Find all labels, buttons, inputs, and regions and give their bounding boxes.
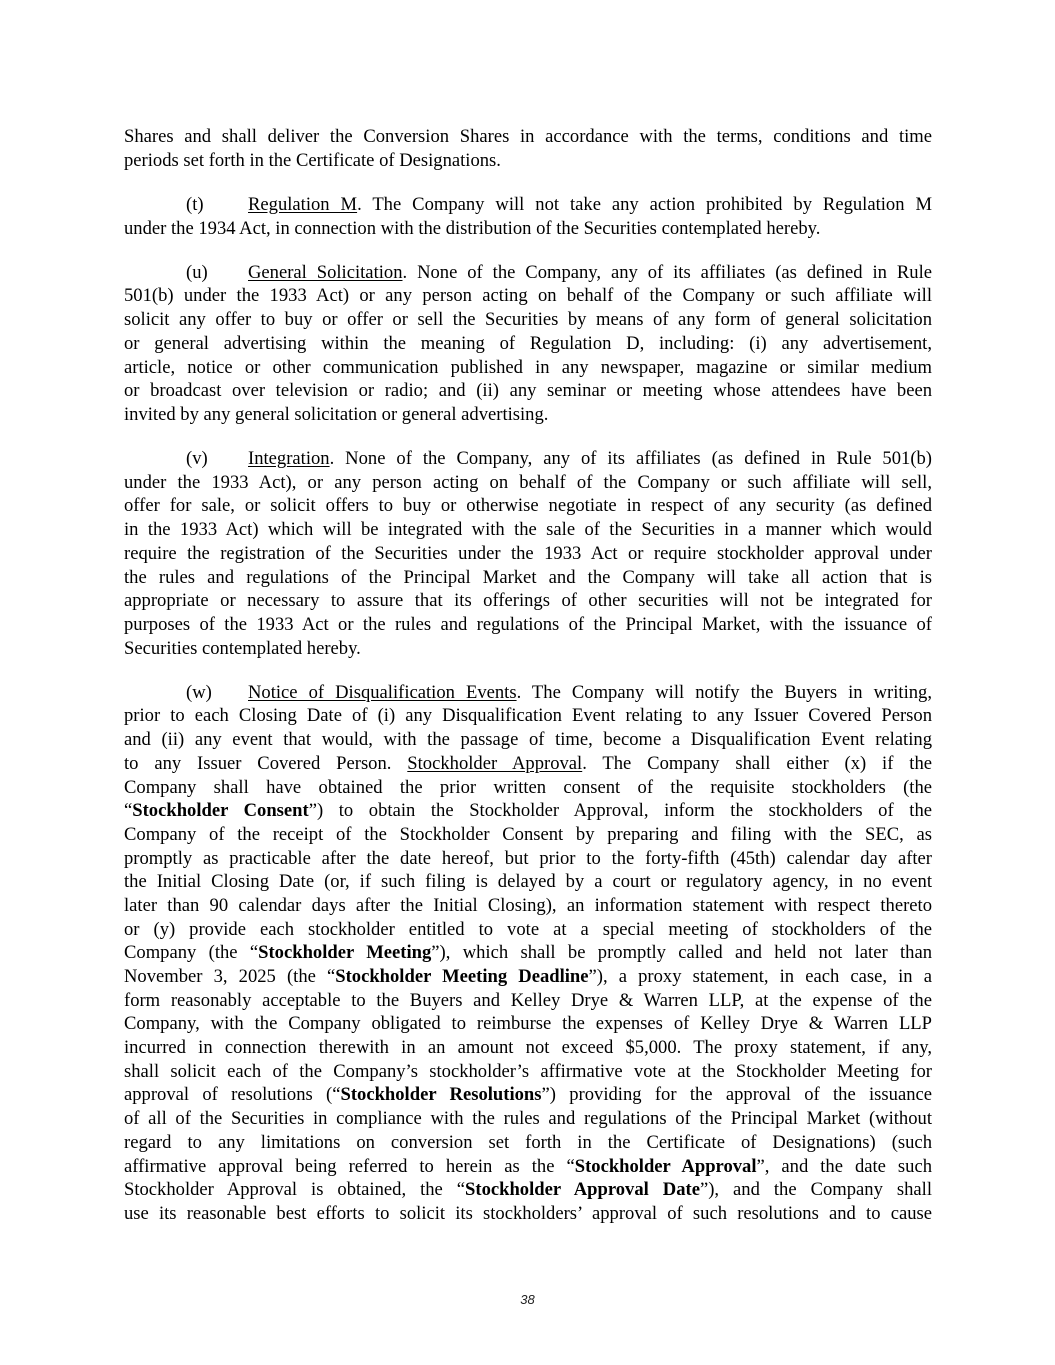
text-line: regard to any limitations on conversion set forth in the Certificate of Designations) (such (124, 1131, 932, 1153)
defined-term: Stockholder Resolutions (340, 1084, 542, 1106)
text-line: Shares and shall deliver the Conversion Shares in accordance with the terms, conditions and time (124, 126, 932, 147)
text-run: Stockholder Approval is obtained, the “ (124, 1179, 466, 1201)
text-line (124, 799, 932, 823)
text-line: invited by any general solicitation or general advertising. (124, 403, 549, 425)
text-line: or general advertising within the meaning of Regulation D, including: (i) any advertisement, (124, 332, 932, 354)
text-line: Company, with the Company obligated to reimburse the expenses of Kelley Drye & Warren LLP (124, 1013, 932, 1035)
text-line: promptly as practicable after the date hereof, but prior to the forty-fifth (45th) calendar day after (124, 847, 932, 869)
text-line: of all of the Securities in compliance with the rules and regulations of the Principal Market (without (124, 1108, 932, 1130)
text-line: Company of the receipt of the Stockholder Consent by preparing and filing with the SEC, as (124, 823, 932, 845)
text-run: . The Company shall either (x) if the (582, 752, 932, 774)
text-line: the Initial Closing Date (or, if such filing is delayed by a court or regulatory agency, in no event (124, 871, 932, 893)
text-line: form reasonably acceptable to the Buyers and Kelley Drye & Warren LLP, at the expense of the (124, 989, 932, 1011)
text-run: ”) providing for the approval of the issuance (541, 1084, 932, 1106)
text-run: . The Company will notify the Buyers in writing, (516, 681, 932, 703)
defined-term: Stockholder Consent (132, 800, 309, 822)
text-line: or (y) provide each stockholder entitled to vote at a special meeting of stockholders of the (124, 918, 932, 940)
text-line: and (ii) any event that would, with the passage of time, become a Disqualification Event relating (124, 729, 932, 751)
text-line (124, 752, 932, 776)
text-line: periods set forth in the Certificate of Designations. (124, 149, 501, 171)
text-run: to any Issuer Covered Person. (124, 752, 408, 774)
defined-term: Stockholder Meeting Deadline (335, 966, 589, 987)
text-run: ”, and the date such (756, 1155, 932, 1177)
section-label: (t) (186, 193, 204, 215)
text-line: use its reasonable best efforts to solicit its stockholders’ approval of such resolutions and to cause (124, 1202, 932, 1224)
text-run: . The Company will not take any action prohibited by Regulation M (357, 193, 932, 215)
section-label: (u) (186, 261, 208, 283)
subsection-heading-stockholder-approval: Stockholder Approval (407, 752, 583, 774)
defined-term: Stockholder Approval (574, 1155, 757, 1177)
text-line: the rules and regulations of the Principal Market and the Company will take all action that is (124, 566, 932, 588)
text-line (124, 965, 932, 989)
section-heading: General Solicitation (248, 261, 403, 283)
text-run: . None of the Company, any of its affiliates (as defined in Rule 501(b) (329, 448, 932, 470)
text-line (124, 447, 932, 471)
text-run: “ (124, 800, 133, 822)
page-number: 38 (520, 1292, 535, 1307)
document-body (124, 125, 932, 1246)
text-line: Company shall have obtained the prior written consent of the requisite stockholders (the (124, 776, 932, 798)
defined-term: Stockholder Approval Date (465, 1179, 700, 1201)
section-t-regulation-m (124, 193, 932, 240)
section-heading: Regulation M (248, 193, 358, 215)
text-line: shall solicit each of the Company’s stockholder’s affirmative vote at the Stockholder Meeting for (124, 1060, 932, 1082)
text-run: . None of the Company, any of its affiliates (as defined in Rule (402, 261, 932, 283)
text-line: under the 1933 Act), or any person acting on behalf of the Company or such affiliate will sell, (124, 471, 932, 493)
text-line: in the 1933 Act) which will be integrated with the sale of the Securities in a manner which would (124, 519, 932, 541)
section-label: (w) (186, 681, 212, 703)
text-run: ”), and the Company shall (699, 1179, 932, 1201)
text-line: offer for sale, or solicit offers to buy or otherwise negotiate in respect of any security (as defined (124, 495, 932, 517)
text-run: affirmative approval being referred to herein as the “ (124, 1155, 575, 1177)
section-w-notice-of-disqualification-events (124, 681, 932, 1226)
section-u-general-solicitation (124, 261, 932, 427)
text-line (124, 941, 932, 965)
section-v-integration (124, 447, 932, 660)
text-run: November 3, 2025 (the “ (124, 966, 336, 987)
text-line: purposes of the 1933 Act or the rules and regulations of the Principal Market, with the issuance of (124, 613, 932, 635)
text-line (124, 1155, 932, 1179)
text-run: Company (the “ (124, 942, 259, 964)
paragraph-continuation (124, 125, 932, 172)
text-line: article, notice or other communication published in any newspaper, magazine or similar medium (124, 356, 932, 378)
text-line (124, 1178, 932, 1202)
text-line: require the registration of the Securities under the 1933 Act or require stockholder approval under (124, 542, 932, 564)
text-line: under the 1934 Act, in connection with the distribution of the Securities contemplated hereby. (124, 217, 821, 239)
text-run: ”) to obtain the Stockholder Approval, inform the stockholders of the (308, 800, 932, 822)
text-run: ”), which shall be promptly called and held not later than (431, 942, 932, 964)
text-line: appropriate or necessary to assure that its offerings of other securities will not be integrated for (124, 590, 932, 612)
text-line: Securities contemplated hereby. (124, 637, 361, 659)
section-label: (v) (186, 448, 208, 470)
text-line (124, 681, 932, 705)
defined-term: Stockholder Meeting (258, 942, 432, 964)
text-line: prior to each Closing Date of (i) any Disqualification Event relating to any Issuer Covered Person (124, 705, 932, 727)
text-line: later than 90 calendar days after the Initial Closing), an information statement with respect thereto (124, 894, 932, 916)
text-run: ”), a proxy statement, in each case, in a (588, 966, 932, 987)
text-line: incurred in connection therewith in an amount not exceed $5,000. The proxy statement, if any, (124, 1037, 932, 1059)
text-line (124, 1083, 932, 1107)
text-line (124, 261, 932, 285)
text-line: solicit any offer to buy or offer or sell the Securities by means of any form of general solicitation (124, 309, 932, 331)
text-line (124, 193, 932, 217)
text-line: 501(b) under the 1933 Act) or any person acting on behalf of the Company or such affiliate will (124, 285, 932, 307)
text-run: approval of resolutions (“ (124, 1084, 341, 1106)
section-heading: Notice of Disqualification Events (248, 681, 517, 703)
section-heading: Integration (248, 448, 330, 470)
text-line: or broadcast over television or radio; and (ii) any seminar or meeting whose attendees have been (124, 380, 932, 402)
